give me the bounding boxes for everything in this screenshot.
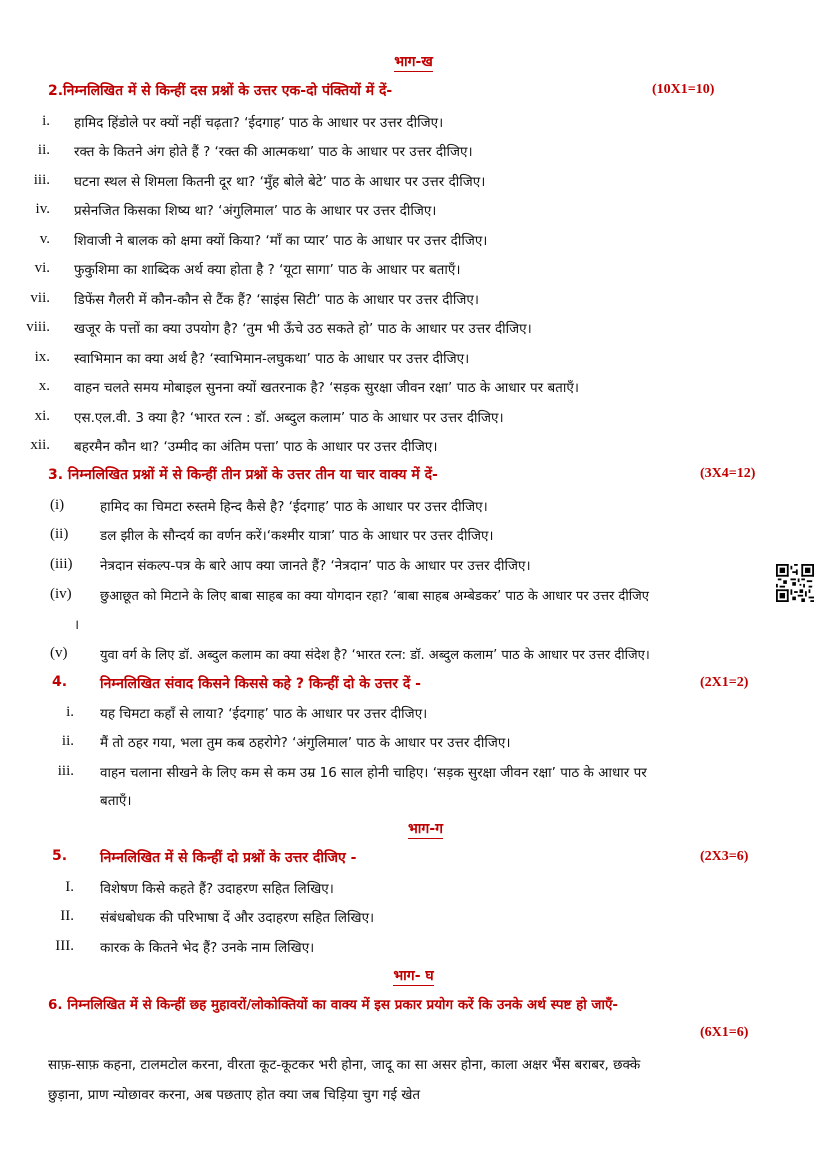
item-number: i. (42, 113, 50, 129)
section-heading-gha: भाग- घ (393, 968, 434, 984)
list-item: खजूर के पत्तों का क्या उपयोग है? ‘तुम भी ऊँचे उठ सकते हो’ पाठ के आधार पर उत्तर दीजिए। (74, 321, 532, 337)
item-number: viii. (26, 319, 50, 335)
question-5-heading: निम्नलिखित में से किन्हीं दो प्रश्नों के उत्तर दीजिए - (100, 850, 357, 866)
item-number: vii. (30, 290, 50, 306)
list-item: नेत्रदान संकल्प-पत्र के बारे आप क्या जानते हैं? ‘नेत्रदान’ पाठ के आधार पर उत्तर दीजिए। (100, 558, 531, 574)
item-number: i. (66, 704, 74, 720)
item-number: xii. (30, 437, 50, 453)
item-number: x. (38, 378, 50, 394)
item-number: (iv) (50, 586, 72, 602)
list-item: वाहन चलाना सीखने के लिए कम से कम उम्र 16 साल होनी चाहिए। ‘सड़क सुरक्षा जीवन रक्षा’ पाठ के आधार पर (100, 765, 647, 781)
item-number: iii. (33, 172, 50, 188)
item-number: (i) (50, 497, 65, 513)
list-item: बहरमैन कौन था? ‘उम्मीद का अंतिम पत्ता’ पाठ के आधार पर उत्तर दीजिए। (74, 439, 438, 455)
question-3-heading: 3. निम्नलिखित प्रश्नों में से किन्हीं तीन प्रश्नों के उत्तर तीन या चार वाक्य में दें- (48, 467, 438, 483)
list-item: कारक के कितने भेद हैं? उनके नाम लिखिए। (100, 940, 315, 956)
item-number: II. (60, 908, 74, 924)
item-number: xi. (34, 408, 50, 424)
list-item: विशेषण किसे कहते हैं? उदाहरण सहित लिखिए। (100, 881, 334, 897)
list-item: डल झील के सौन्दर्य का वर्णन करें।‘कश्मीर यात्रा’ पाठ के आधार पर उत्तर दीजिए। (100, 528, 494, 544)
section-heading-ga: भाग-ग (407, 821, 444, 837)
list-item: यह चिमटा कहाँ से लाया? ‘ईदगाह’ पाठ के आधार पर उत्तर दीजिए। (100, 706, 428, 722)
question-6-heading: 6. निम्नलिखित में से किन्हीं छह मुहावरों/लोकोक्तियों का वाक्य में इस प्रकार प्रयोग करें कि उनके अर्थ स्पष्ट हो जाएँ- (48, 997, 619, 1013)
question-4-marks: (2X1=2) (700, 675, 749, 690)
qr-code-icon (776, 563, 814, 603)
item-number: (v) (50, 645, 68, 661)
list-item-continuation: बताएँ। (100, 793, 132, 809)
list-item: शिवाजी ने बालक को क्षमा क्यों किया? ‘माँ का प्यार’ पाठ के आधार पर उत्तर दीजिए। (74, 233, 488, 249)
list-item: हामिद का चिमटा रुस्तमे हिन्द कैसे है? ‘ईदगाह’ पाठ के आधार पर उत्तर दीजिए। (100, 499, 488, 515)
list-item: स्वाभिमान का क्या अर्थ है? ‘स्वाभिमान-लघुकथा’ पाठ के आधार पर उत्तर दीजिए। (74, 351, 470, 367)
list-item: डिफेंस गैलरी में कौन-कौन से टैंक हैं? ‘साइंस सिटी’ पाठ के आधार पर उत्तर दीजिए। (74, 292, 479, 308)
item-number: v. (39, 231, 50, 247)
list-item: छुआछूत को मिटाने के लिए बाबा साहब का क्या योगदान रहा? ‘बाबा साहब अम्बेडकर’ पाठ के आधार पर उत्तर दीजिए (100, 589, 649, 604)
list-item: संबंधबोधक की परिभाषा दें और उदाहरण सहित लिखिए। (100, 910, 375, 926)
list-item: हामिद हिंडोले पर क्यों नहीं चढ़ता? ‘ईदगाह’ पाठ के आधार पर उत्तर दीजिए। (74, 115, 444, 131)
item-number: iv. (35, 201, 50, 217)
idioms-line-2: छुड़ाना, प्राण न्योछावर करना, अब पछताए होत क्या जब चिड़िया चुग गई खेत (48, 1087, 421, 1103)
item-number: I. (65, 879, 74, 895)
question-4-number: 4. (52, 674, 68, 690)
question-5-number: 5. (52, 848, 68, 864)
item-number: (ii) (50, 526, 69, 542)
item-number: III. (55, 938, 74, 954)
list-item-continuation: । (74, 617, 80, 633)
idioms-line-1: साफ़-साफ़ कहना, टालमटोल करना, वीरता कूट-कूटकर भरी होना, जादू का सा असर होना, काला अक्षर भैंस बराबर, छक्के (48, 1057, 641, 1073)
item-number: (iii) (50, 556, 73, 572)
question-3-marks: (3X4=12) (700, 466, 756, 481)
list-item: प्रसेनजित किसका शिष्य था? ‘अंगुलिमाल’ पाठ के आधार पर उत्तर दीजिए। (74, 203, 437, 219)
question-2-heading: 2.निम्नलिखित में से किन्हीं दस प्रश्नों के उत्तर एक-दो पंक्तियों में दें- (48, 83, 393, 99)
item-number: ii. (37, 142, 50, 158)
item-number: vi. (34, 260, 50, 276)
item-number: ix. (34, 349, 50, 365)
section-heading-kha: भाग-ख (394, 54, 433, 70)
list-item: घटना स्थल से शिमला कितनी दूर था? ‘मुँह बोले बेटे’ पाठ के आधार पर उत्तर दीजिए। (74, 174, 486, 190)
list-item: युवा वर्ग के लिए डॉ. अब्दुल कलाम का क्या संदेश है? ‘भारत रत्न: डॉ. अब्दुल कलाम’ पाठ के आधार पर उत्तर दीजिए। (100, 648, 650, 663)
list-item: फुकुशिमा का शाब्दिक अर्थ क्या होता है ? ‘यूटा सागा’ पाठ के आधार पर बताएँ। (74, 262, 461, 278)
question-4-heading: निम्नलिखित संवाद किसने किससे कहे ? किन्हीं दो के उत्तर दें - (100, 676, 421, 692)
question-5-marks: (2X3=6) (700, 849, 749, 864)
question-2-marks: (10X1=10) (652, 82, 715, 97)
item-number: iii. (57, 763, 74, 779)
list-item: वाहन चलते समय मोबाइल सुनना क्यों खतरनाक है? ‘सड़क सुरक्षा जीवन रक्षा’ पाठ के आधार पर बताएँ। (74, 380, 579, 396)
item-number: ii. (61, 733, 74, 749)
list-item: मैं तो ठहर गया, भला तुम कब ठहरोगे? ‘अंगुलिमाल’ पाठ के आधार पर उत्तर दीजिए। (100, 735, 511, 751)
list-item: एस.एल.वी. 3 क्या है? ‘भारत रत्न : डॉ. अब्दुल कलाम’ पाठ के आधार पर उत्तर दीजिए। (74, 410, 504, 426)
list-item: रक्त के कितने अंग होते हैं ? ‘रक्त की आत्मकथा’ पाठ के आधार पर उत्तर दीजिए। (74, 144, 473, 160)
question-6-marks: (6X1=6) (700, 1025, 749, 1040)
